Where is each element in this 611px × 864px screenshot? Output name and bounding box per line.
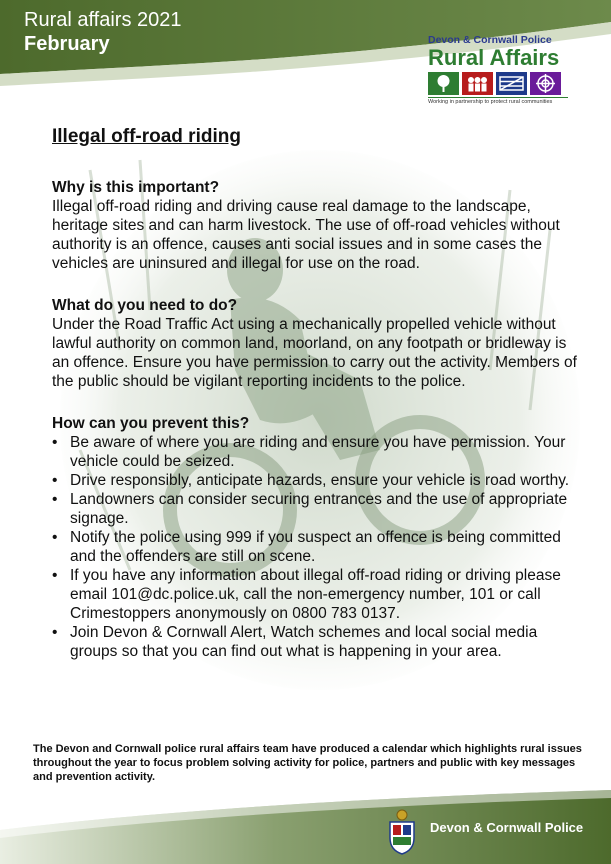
people-icon [462,72,493,95]
logo-tagline: Working in partnership to protect rural communities [428,97,568,105]
gate-icon [496,72,527,95]
article-content [52,126,582,684]
section-heading: How can you prevent this? [52,415,250,432]
list-item: • Join Devon & Cornwall Alert, Watch schemes and local social media groups so that you can find out what is happening in your area. [70,623,582,661]
list-item: • Be aware of where you are riding and ensure you have permission. Your vehicle could be seized. [70,433,582,471]
section-heading: What do you need to do? [52,297,238,314]
section-why-important [52,178,582,273]
header-text [24,8,182,56]
logo-main-text: Rural Affairs [428,45,560,70]
list-item: • Notify the police using 999 if you suspect an offence is being committed and the offenders are still on scene. [70,528,582,566]
rural-affairs-logo [428,34,568,110]
section-text: Under the Road Traffic Act using a mechanically propelled vehicle without lawful authority on common land, moorland, on any footpath or bridleway is an offence. Ensure you have permission to carry out the activity. Members of the public should be vigilant reporting incidents to the police. [52,316,577,390]
footer-note: The Devon and Cornwall police rural affairs team have produced a calendar which highlights rural issues throughout the year to focus problem solving activity for police, partners and public with key messages and prevention activity. [33,743,582,783]
logo-top-text: Devon & Cornwall Police [428,34,552,46]
section-what-to-do [52,296,582,391]
section-heading: Why is this important? [52,179,220,196]
list-item: • Drive responsibly, anticipate hazards, ensure your vehicle is road worthy. [70,471,582,490]
header-month: February [24,33,110,55]
article-title: Illegal off-road riding [52,126,241,147]
police-crest-icon [384,808,420,856]
header-year: Rural affairs 2021 [24,9,182,31]
footer-brand: Devon & Cornwall Police [430,820,584,835]
list-item: • If you have any information about illegal off-road riding or driving please email 101@dc.police.uk, call the non-emergency number, 101 or call Crimestoppers anonymously on 0800 783 0137. [70,566,582,623]
target-icon [530,72,561,95]
list-item: • Landowners can consider securing entrances and the use of appropriate signage. [70,490,582,528]
tree-icon [428,72,459,95]
section-text: Illegal off-road riding and driving cause real damage to the landscape, heritage sites and can harm livestock. The use of off-road vehicles without authority is an offence, causes anti social issues and in some cases the vehicles are uninsured and illegal for use on the road. [52,198,560,272]
prevention-list [52,433,582,661]
logo-icons [428,72,568,95]
section-prevention [52,414,582,661]
